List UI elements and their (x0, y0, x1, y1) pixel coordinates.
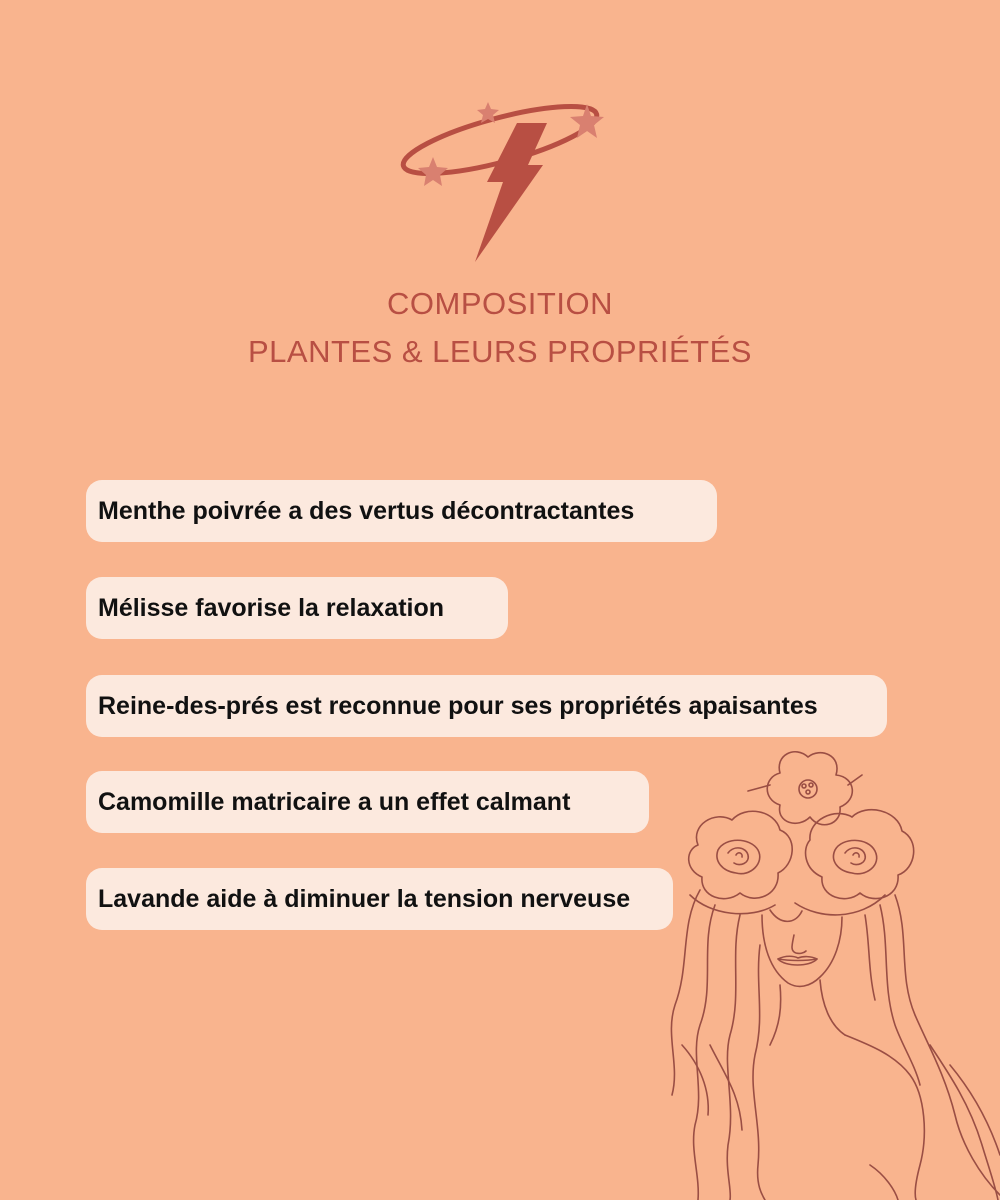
property-pill (86, 771, 649, 833)
property-text: Reine-des-prés est reconnue pour ses propriétés apaisantes (98, 691, 818, 720)
property-pill (86, 868, 673, 930)
star-icon (418, 157, 448, 186)
page-heading (0, 280, 1000, 376)
rose-icon (806, 810, 914, 899)
woman-flower-crown-illustration (670, 745, 1000, 1200)
property-text: Lavande aide à diminuer la tension nerveuse (98, 884, 631, 913)
property-pill (86, 577, 508, 639)
lightning-stars-logo-icon (395, 90, 610, 265)
property-text: Menthe poivrée a des vertus décontractantes (98, 496, 635, 525)
heading-title: COMPOSITION (387, 286, 613, 321)
property-text: Mélisse favorise la relaxation (98, 593, 445, 622)
heading-subtitle: PLANTES & LEURS PROPRIÉTÉS (248, 334, 752, 369)
property-pill (86, 675, 887, 737)
rose-icon (689, 811, 792, 898)
property-text: Camomille matricaire a un effet calmant (98, 787, 571, 816)
property-pill (86, 480, 717, 542)
